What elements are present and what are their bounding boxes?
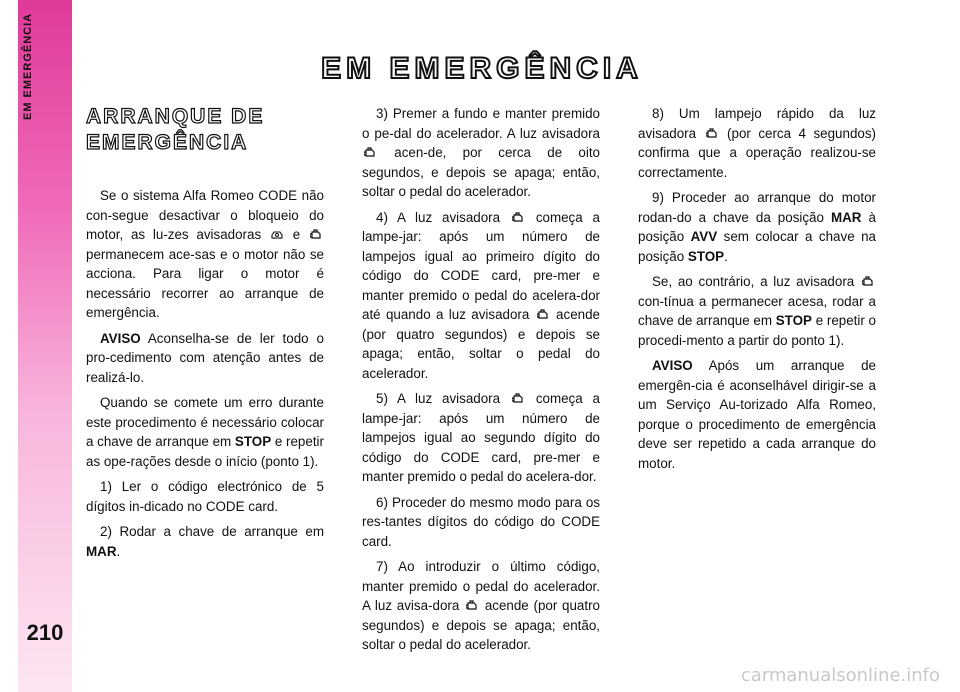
text: 8) Um lampejo rápido da luz avisadora bbox=[638, 106, 876, 141]
text: 3) Premer a fundo e manter premido o pe-dal do acelerador. A luz avisadora bbox=[362, 106, 600, 141]
section-title bbox=[86, 104, 324, 156]
page-number: 210 bbox=[26, 620, 64, 645]
text: começa a lampe-jar: após um número de lampejos igual ao segundo dígito do código do CODE card, pre-mer e manter premido o pedal do acelera-dor. bbox=[362, 391, 600, 484]
column-1 bbox=[86, 104, 324, 567]
text: 4) A luz avisadora bbox=[376, 209, 501, 225]
text: con-tínua a permanecer acesa, rodar a chave de arranque em bbox=[638, 293, 876, 328]
text: acende (por quatro segundos) e depois se apaga; então, soltar o pedal do acelerador. bbox=[362, 307, 600, 381]
text: 9) Proceder ao arranque do motor rodan-do a chave da posição bbox=[638, 190, 876, 225]
aviso-label: AVISO bbox=[652, 358, 693, 373]
section-title-line1: ARRANQUE DE bbox=[86, 105, 265, 128]
step-5 bbox=[362, 389, 600, 487]
engine-warning-icon bbox=[310, 229, 322, 240]
step-8 bbox=[638, 104, 876, 182]
step-2 bbox=[86, 522, 324, 561]
text: e bbox=[292, 227, 301, 242]
step-4 bbox=[362, 208, 600, 384]
text: (por cerca 4 segundos) confirma que a operação realizou-se correctamente. bbox=[638, 125, 876, 180]
key-position: AVV bbox=[690, 229, 718, 244]
text: Se o sistema Alfa Romeo CODE não con-segue desactivar o bloqueio do motor, as lu-zes avisadoras bbox=[86, 188, 324, 242]
step-6: 6) Proceder do mesmo modo para os res-tantes dígitos do código do CODE card. bbox=[362, 494, 600, 549]
engine-warning-icon bbox=[466, 600, 478, 611]
text: Após um arranque de emergên-cia é aconselhável dirigir-se a um Serviço Au-torizado Alfa Romeo, porque o procedimento de emergência deve ser repetido a cada arranque do motor. bbox=[638, 358, 877, 471]
step-9 bbox=[638, 188, 876, 266]
engine-warning-icon bbox=[364, 147, 376, 158]
engine-warning-icon bbox=[706, 128, 718, 139]
key-position: STOP bbox=[775, 313, 812, 328]
text: 5) A luz avisadora bbox=[376, 391, 501, 406]
text: Se, ao contrário, a luz avisadora bbox=[652, 274, 855, 289]
text: e repetir o procedi-mento a partir do ponto 1). bbox=[638, 313, 876, 348]
paragraph bbox=[86, 393, 324, 471]
text: e repetir as ope-rações desde o início (ponto 1). bbox=[86, 434, 324, 469]
text: Aconselha-se de ler todo o pro-cedimento com atenção antes de realizá-lo. bbox=[86, 330, 324, 385]
engine-warning-icon bbox=[537, 309, 549, 320]
text: acen-de, por cerca de oito segundos, e depois se apaga; então, soltar o pedal do acelerador. bbox=[362, 145, 600, 199]
key-position: MAR bbox=[830, 209, 862, 225]
step-7 bbox=[362, 557, 600, 655]
text: 7) Ao introduzir o último código, manter premido o pedal do acelerador. A luz avisa-dora bbox=[362, 559, 600, 613]
car-immobilizer-icon bbox=[271, 229, 283, 240]
text: . bbox=[724, 248, 728, 264]
section-title-line2: EMERGÊNCIA bbox=[86, 131, 249, 154]
text: permanecem ace-sas e o motor não se acciona. Para ligar o motor é necessário recorrer ao arranque de emergência. bbox=[86, 246, 324, 320]
key-position: MAR bbox=[86, 543, 117, 559]
paragraph bbox=[638, 272, 876, 350]
page-title: EM EMERGÊNCIA bbox=[321, 52, 643, 85]
sidebar-title: EM EMERGÊNCIA bbox=[22, 12, 34, 120]
paragraph-aviso bbox=[86, 329, 324, 388]
text: 2) Rodar a chave de arranque em bbox=[100, 524, 324, 539]
text: à posição bbox=[638, 209, 876, 244]
key-position: STOP bbox=[234, 434, 272, 449]
engine-warning-icon bbox=[512, 393, 524, 404]
watermark: carmanualsonline.info bbox=[740, 665, 940, 686]
column-3 bbox=[638, 104, 876, 479]
aviso-label: AVISO bbox=[100, 330, 141, 346]
text: sem colocar a chave na posição bbox=[638, 229, 876, 264]
step-1: 1) Ler o código electrónico de 5 dígitos in-dicado no CODE card. bbox=[86, 479, 324, 514]
column-2 bbox=[362, 104, 600, 661]
key-position: STOP bbox=[687, 248, 725, 264]
text: começa a lampe-jar: após um número de lampejos igual ao primeiro dígito do código do CODE card, pre-mer e manter premido o pedal do acelera-dor até quando a luz avisadora bbox=[362, 209, 600, 322]
step-3 bbox=[362, 104, 600, 202]
paragraph-aviso bbox=[638, 356, 876, 473]
text: Quando se comete um erro durante este procedimento é necessário colocar a chave de arranque em bbox=[86, 395, 324, 449]
text: acende (por quatro segundos) e depois se apaga; então, soltar o pedal do acelerador. bbox=[362, 598, 600, 652]
engine-warning-icon bbox=[512, 212, 524, 223]
engine-warning-icon bbox=[862, 276, 874, 287]
text: . bbox=[116, 543, 121, 559]
paragraph bbox=[86, 186, 324, 323]
